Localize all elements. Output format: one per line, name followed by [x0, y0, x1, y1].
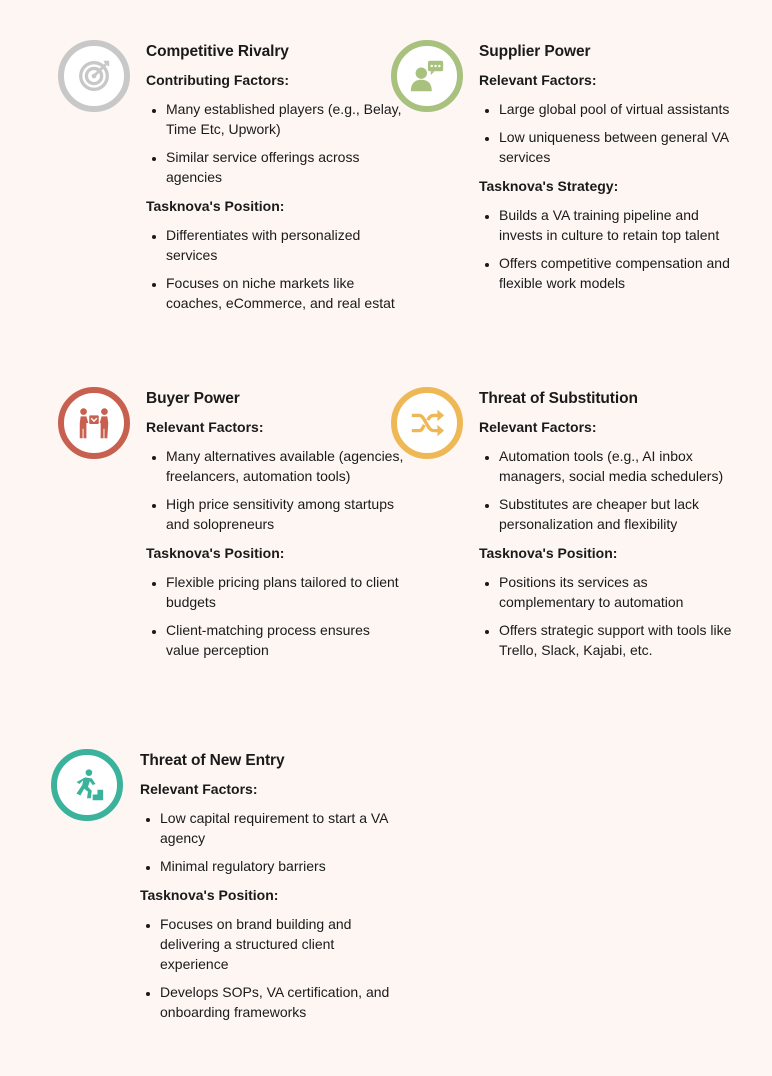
list-item: • Many established players (e.g., Belay, Time Etc, Upwork): [166, 99, 406, 139]
list-item: • Offers competitive compensation and flexible work models: [499, 253, 739, 293]
position-heading: Tasknova's Strategy:: [479, 178, 619, 194]
card-title: Buyer Power: [146, 390, 240, 407]
list-item: • Large global pool of virtual assistants: [499, 99, 739, 119]
position-heading: Tasknova's Position:: [479, 545, 618, 561]
list-item: • Builds a VA training pipeline and invests in culture to retain top talent: [499, 205, 739, 245]
factors-list: [479, 99, 739, 167]
factors-heading: Relevant Factors:: [146, 419, 264, 435]
list-item: • Low capital requirement to start a VA agency: [160, 808, 400, 848]
factors-heading: Relevant Factors:: [140, 781, 258, 797]
list-item: • Positions its services as complementary to automation: [499, 572, 739, 612]
buyer-handshake-icon: [58, 387, 130, 459]
list-item: • Low uniqueness between general VA services: [499, 127, 739, 167]
list-item: • Similar service offerings across agencies: [166, 147, 406, 187]
list-item: • Client-matching process ensures value perception: [166, 620, 406, 660]
list-item: • Focuses on niche markets like coaches, eCommerce, and real estat: [166, 273, 406, 313]
factors-list: [140, 808, 400, 876]
factors-list: [146, 446, 406, 534]
card-title: Threat of New Entry: [140, 752, 285, 769]
target-icon: [58, 40, 130, 112]
person-chat-icon: [391, 40, 463, 112]
card-title: Threat of Substitution: [479, 390, 638, 407]
position-list: [479, 572, 739, 660]
shuffle-icon: [391, 387, 463, 459]
position-list: [146, 572, 406, 660]
list-item: • High price sensitivity among startups and solopreneurs: [166, 494, 406, 534]
card-title: Competitive Rivalry: [146, 43, 289, 60]
position-list: [140, 914, 400, 1022]
position-list: [479, 205, 739, 293]
card-title: Supplier Power: [479, 43, 591, 60]
position-heading: Tasknova's Position:: [146, 198, 285, 214]
list-item: • Automation tools (e.g., AI inbox managers, social media schedulers): [499, 446, 739, 486]
position-heading: Tasknova's Position:: [146, 545, 285, 561]
factors-heading: Relevant Factors:: [479, 419, 597, 435]
list-item: • Substitutes are cheaper but lack personalization and flexibility: [499, 494, 739, 534]
factors-heading: Relevant Factors:: [479, 72, 597, 88]
list-item: • Many alternatives available (agencies, freelancers, automation tools): [166, 446, 406, 486]
list-item: • Minimal regulatory barriers: [160, 856, 400, 876]
position-list: [146, 225, 406, 313]
factors-list: [146, 99, 406, 187]
running-entry-icon: [51, 749, 123, 821]
list-item: • Offers strategic support with tools like Trello, Slack, Kajabi, etc.: [499, 620, 739, 660]
factors-heading: Contributing Factors:: [146, 72, 290, 88]
factors-list: [479, 446, 739, 534]
list-item: • Focuses on brand building and delivering a structured client experience: [160, 914, 400, 974]
list-item: • Differentiates with personalized services: [166, 225, 406, 265]
list-item: • Flexible pricing plans tailored to client budgets: [166, 572, 406, 612]
list-item: • Develops SOPs, VA certification, and onboarding frameworks: [160, 982, 400, 1022]
position-heading: Tasknova's Position:: [140, 887, 279, 903]
